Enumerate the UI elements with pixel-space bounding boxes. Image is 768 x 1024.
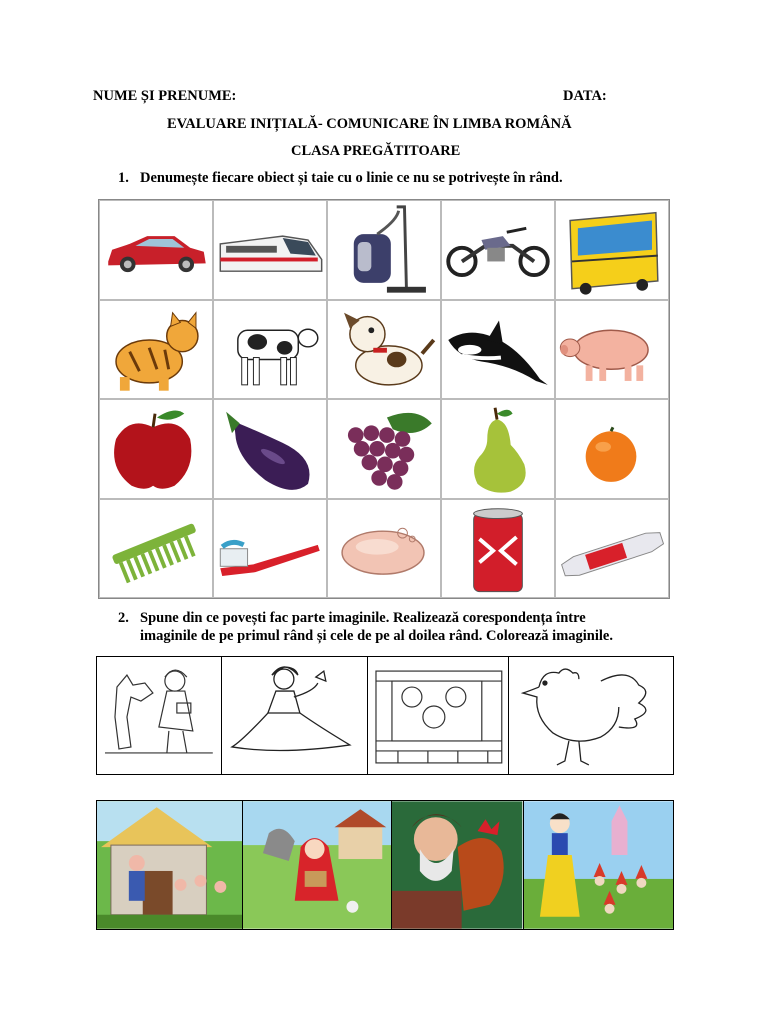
exercise-2-instruction-line2: imaginile de pe primul rând și cele de pe al doilea rând. Colorează imaginile.: [140, 628, 613, 644]
class-label: CLASA PREGĂTITOARE: [291, 143, 461, 159]
bus-picture: [555, 200, 669, 300]
pig-picture: [555, 300, 669, 400]
train-picture: [213, 200, 327, 300]
car-picture: [99, 200, 213, 300]
orca-picture: [441, 300, 555, 400]
eggplant-picture: [213, 399, 327, 499]
rooster-outline: [509, 657, 673, 774]
exercise-2-number: 2.: [118, 610, 129, 626]
date-label: DATA:: [563, 88, 607, 104]
toothpaste-picture: [555, 499, 669, 599]
vacuum-cleaner-picture: [327, 200, 441, 300]
page-title: EVALUARE INIȚIALĂ- COMUNICARE ÎN LIMBA ROMÂNĂ: [167, 116, 572, 132]
outline-pictures-row: [96, 656, 674, 775]
toothbrush-picture: [213, 499, 327, 599]
grapes-picture: [327, 399, 441, 499]
motorcycle-picture: [441, 200, 555, 300]
snow-white-outline: [222, 657, 368, 774]
exercise-2-instruction-line1: Spune din ce povești fac parte imaginile. Realizează corespondența între: [140, 610, 586, 626]
wolf-and-red-riding-hood-outline: [97, 657, 222, 774]
three-little-pigs-outline: [368, 657, 510, 774]
snow-white-and-dwarfs-color: [524, 801, 673, 929]
pear-picture: [441, 399, 555, 499]
three-little-pigs-color: [97, 801, 243, 929]
soap-picture: [327, 499, 441, 599]
dog-picture: [327, 300, 441, 400]
comb-picture: [99, 499, 213, 599]
orange-picture: [555, 399, 669, 499]
name-label: NUME ȘI PRENUME:: [93, 88, 237, 104]
exercise-1-number: 1.: [118, 170, 129, 186]
cat-picture: [99, 300, 213, 400]
exercise-1-instruction: Denumește fiecare obiect și taie cu o linie ce nu se potrivește în rând.: [140, 170, 563, 186]
old-man-with-rooster-color: [392, 801, 523, 929]
color-pictures-row: [96, 800, 674, 930]
apple-picture: [99, 399, 213, 499]
exercise-1-picture-grid: [98, 199, 670, 599]
cow-picture: [213, 300, 327, 400]
soda-can-picture: [441, 499, 555, 599]
red-riding-hood-color: [243, 801, 392, 929]
